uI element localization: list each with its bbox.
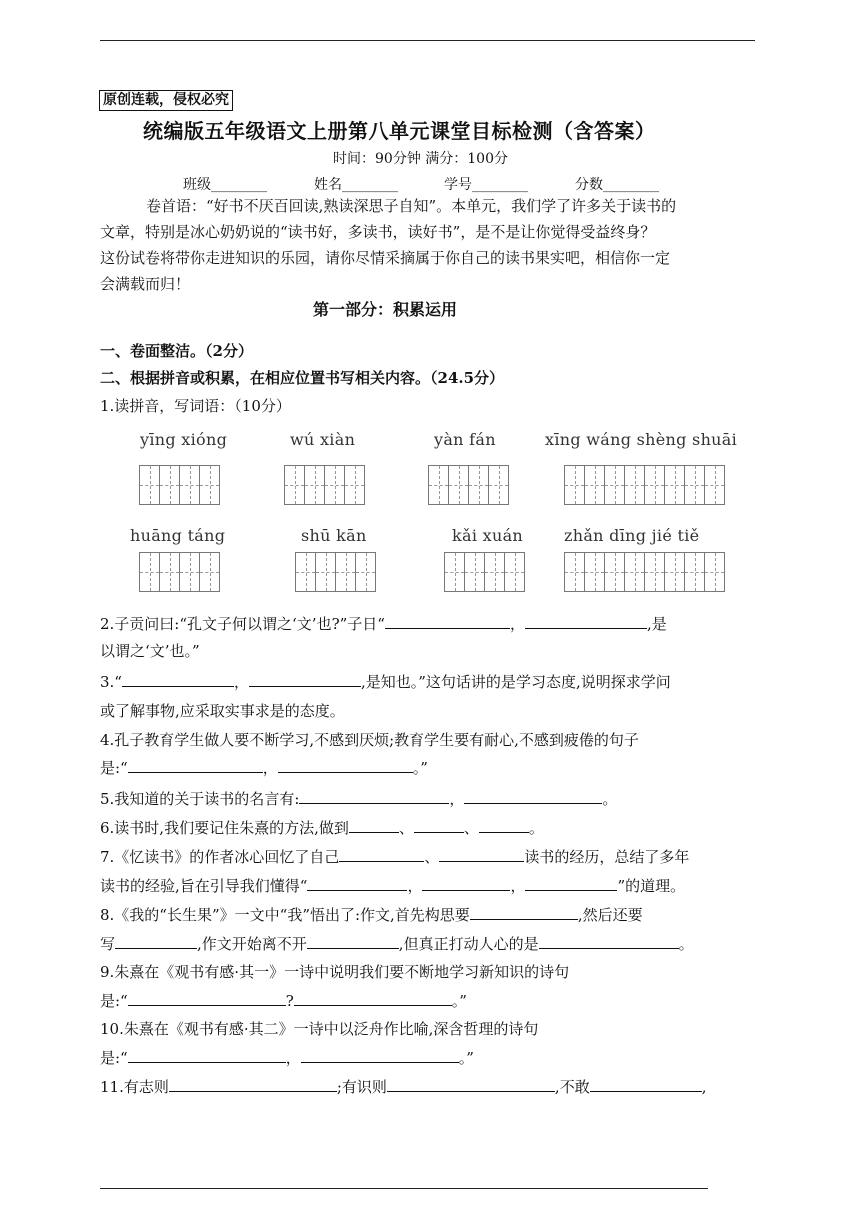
q6-blank-2[interactable] — [414, 816, 464, 833]
q2-text-a: 2.子贡问曰:“孔文子何以谓之‘文’也?”子日“ — [100, 615, 385, 633]
section-2-heading: 二、根据拼音或积累，在相应位置书写相关内容。（24.5分） — [100, 369, 505, 387]
q8-text-e: ,但真正打动人心的是 — [398, 935, 539, 953]
top-rule — [100, 40, 755, 41]
question-7 — [100, 845, 689, 868]
question-1-label: 1.读拼音，写词语：（10分） — [100, 397, 291, 415]
pinyin-6: shū kān — [301, 526, 367, 545]
question-6 — [100, 816, 544, 839]
q8-blank-3[interactable] — [307, 932, 399, 949]
question-9: 9.朱熹在《观书有感·其一》一诗中说明我们要不断地学习新知识的诗句 — [100, 963, 570, 981]
q9-text-c: ? — [285, 992, 294, 1010]
q10-text-c: ， — [285, 1049, 301, 1067]
q6-blank-3[interactable] — [479, 816, 529, 833]
q6-text-b: 、 — [398, 819, 414, 837]
q4-text-b: 是:“ — [100, 759, 128, 777]
pinyin-3: yàn fán — [434, 430, 496, 449]
copyright-stamp: 原创连载，侵权必究 — [99, 90, 233, 111]
q6-text-d: 。 — [528, 819, 544, 837]
intro-line-2: 文章，特别是冰心奶奶说的“读书好，多读书，读好书”，是不是让你觉得受益终身？ — [100, 223, 656, 241]
writing-grid-1[interactable] — [139, 465, 220, 505]
q7-text-g: ”的道理。 — [617, 877, 686, 895]
q7-text-e: ， — [407, 877, 423, 895]
page-title: 统编版五年级语文上册第八单元课堂目标检测（含答案） — [143, 119, 656, 143]
q3-text-b: ， — [233, 673, 249, 691]
q10-text-b: 是:“ — [100, 1049, 128, 1067]
question-4: 4.孔子教育学生做人要不断学习,不感到厌烦;教育学生要有耐心,不感到疲倦的句子 — [100, 731, 639, 749]
q7-blank-2[interactable] — [439, 845, 524, 862]
writing-grid-5[interactable] — [139, 552, 220, 592]
q10-text-d: 。” — [458, 1049, 474, 1067]
writing-grid-8[interactable] — [564, 552, 725, 592]
question-3 — [100, 670, 671, 693]
pinyin-8: zhǎn dīng jié tiě — [564, 526, 700, 545]
q8-text-f: 。 — [678, 935, 694, 953]
q8-blank-1[interactable] — [470, 903, 578, 920]
q2-blank-1[interactable] — [385, 612, 510, 629]
q3-blank-2[interactable] — [249, 670, 361, 687]
question-2-cont: 以谓之‘文’也。” — [100, 642, 200, 660]
bottom-rule — [100, 1188, 708, 1189]
section-1-heading: 一、卷面整洁。（2分） — [100, 342, 253, 360]
q11-text-d: , — [701, 1078, 707, 1096]
q7-blank-4[interactable] — [422, 874, 510, 891]
q5-blank-2[interactable] — [464, 787, 602, 804]
q9-text-b: 是:“ — [100, 992, 128, 1010]
question-5 — [100, 787, 617, 810]
q10-blank-1[interactable] — [128, 1046, 286, 1063]
q11-blank-1[interactable] — [169, 1075, 337, 1092]
q7-text-c: 读书的经历，总结了多年 — [524, 848, 690, 866]
q3-text-a: 3.“ — [100, 673, 122, 691]
question-10: 10.朱熹在《观书有感·其二》一诗中以泛舟作比喻,深含哲理的诗句 — [100, 1020, 539, 1038]
question-3-cont: 或了解事物,应采取实事求是的态度。 — [100, 702, 345, 720]
intro-line-4: 会满载而归！ — [100, 275, 191, 293]
q7-blank-3[interactable] — [307, 874, 407, 891]
q9-text-d: 。” — [451, 992, 467, 1010]
question-8 — [100, 903, 643, 926]
time-info: 时间：90分钟 满分：100分 — [333, 151, 508, 167]
q3-blank-1[interactable] — [122, 670, 234, 687]
q4-blank-1[interactable] — [128, 756, 263, 773]
q8-text-b: ,然后还要 — [577, 906, 643, 924]
pinyin-2: wú xiàn — [290, 430, 356, 449]
question-10-cont — [100, 1046, 474, 1069]
q2-text-c: ,是 — [646, 615, 667, 633]
q8-text-d: ,作文开始离不开 — [197, 935, 307, 953]
question-11 — [100, 1075, 706, 1098]
q5-text-a: 5.我知道的关于读书的名言有: — [100, 790, 300, 808]
q11-text-c: ,不敢 — [554, 1078, 590, 1096]
q4-text-d: 。” — [412, 759, 428, 777]
q3-text-c: ,是知也。”这句话讲的是学习态度,说明探求学问 — [361, 673, 671, 691]
q8-blank-4[interactable] — [539, 932, 679, 949]
q11-blank-2[interactable] — [387, 1075, 555, 1092]
writing-grid-7[interactable] — [444, 552, 525, 592]
q5-text-c: 。 — [602, 790, 618, 808]
intro-line-3: 这份试卷将带你走进知识的乐园，请你尽情采摘属于你自己的读书果实吧，相信你一定 — [100, 249, 671, 267]
pinyin-5: huāng táng — [130, 526, 226, 545]
writing-grid-6[interactable] — [295, 552, 376, 592]
q2-blank-2[interactable] — [525, 612, 647, 629]
q7-text-d: 读书的经验,旨在引导我们懂得“ — [100, 877, 308, 895]
q11-text-b: ;有识则 — [336, 1078, 387, 1096]
q8-text-c: 写 — [100, 935, 116, 953]
q4-blank-2[interactable] — [278, 756, 413, 773]
q4-text-c: ， — [262, 759, 278, 777]
writing-grid-2[interactable] — [284, 465, 365, 505]
pinyin-4: xīng wáng shèng shuāi — [545, 430, 738, 449]
q9-blank-2[interactable] — [294, 989, 452, 1006]
q5-text-b: ， — [449, 790, 465, 808]
q7-blank-5[interactable] — [525, 874, 617, 891]
field-name: 姓名________ — [314, 177, 398, 193]
q2-text-b: ， — [509, 615, 525, 633]
q11-blank-3[interactable] — [590, 1075, 702, 1092]
pinyin-7: kǎi xuán — [452, 526, 524, 545]
q7-text-f: ， — [510, 877, 526, 895]
field-class: 班级________ — [183, 177, 267, 193]
field-score: 分数________ — [575, 177, 659, 193]
field-number: 学号________ — [444, 177, 528, 193]
q6-blank-1[interactable] — [349, 816, 399, 833]
q8-text-a: 8.《我的“长生果”》一文中“我”悟出了:作文,首先构思要 — [100, 906, 470, 924]
writing-grid-3[interactable] — [428, 465, 509, 505]
intro-line-1: 卷首语：“好书不厌百回读,熟读深思子自知”。本单元，我们学了许多关于读书的 — [146, 197, 677, 215]
question-7-cont — [100, 874, 685, 897]
question-2 — [100, 612, 667, 635]
q7-text-a: 7.《忆读书》的作者冰心回忆了自己 — [100, 848, 340, 866]
question-4-cont — [100, 756, 428, 779]
q11-text-a: 11.有志则 — [100, 1078, 169, 1096]
q7-text-b: 、 — [424, 848, 440, 866]
q5-blank-1[interactable] — [299, 787, 449, 804]
q8-blank-2[interactable] — [115, 932, 197, 949]
q10-blank-2[interactable] — [301, 1046, 459, 1063]
pinyin-1: yīng xióng — [140, 430, 228, 449]
q6-text-a: 6.读书时,我们要记住朱熹的方法,做到 — [100, 819, 349, 837]
question-9-cont — [100, 989, 467, 1012]
question-8-cont — [100, 932, 694, 955]
part-heading: 第一部分：积累运用 — [313, 300, 458, 319]
q6-text-c: 、 — [463, 819, 479, 837]
q7-blank-1[interactable] — [339, 845, 424, 862]
writing-grid-4[interactable] — [564, 465, 725, 505]
q9-blank-1[interactable] — [128, 989, 286, 1006]
